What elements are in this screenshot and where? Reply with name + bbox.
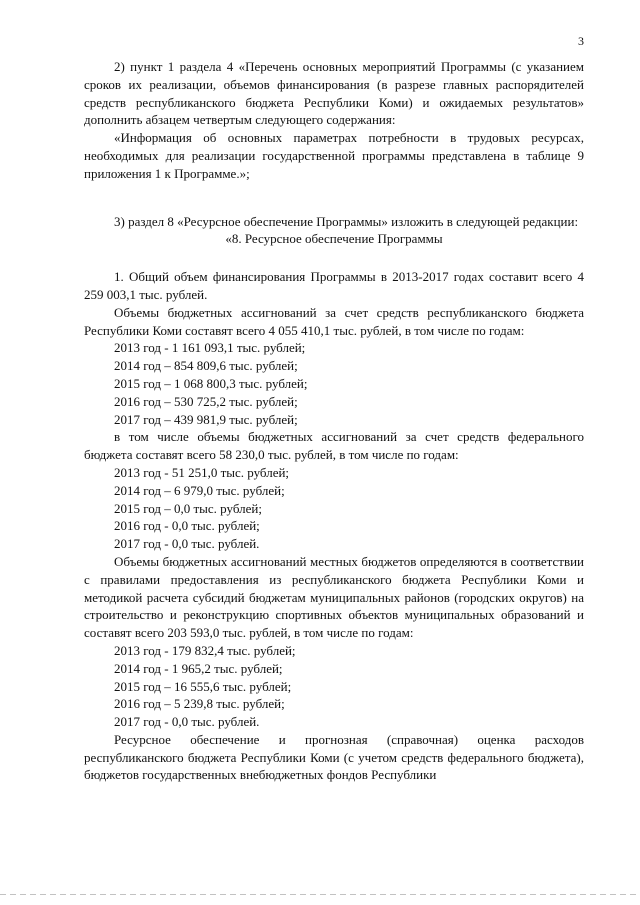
republic-budget-years bbox=[84, 339, 584, 428]
list-item: 2013 год - 179 832,4 тыс. рублей; bbox=[114, 642, 296, 658]
item-2-paragraph: 2) пункт 1 раздела 4 «Перечень основных мероприятий Программы (с указанием сроков их реализации, объемов финансирования (в разрезе главных распорядителей средств республиканского бюджета Республики Коми) и ожидаемых результатов» дополнить абзацем четвертым следующего содержания: bbox=[84, 59, 584, 128]
local-budget-years bbox=[84, 642, 584, 731]
list-item: 2017 год - 0,0 тыс. рублей. bbox=[114, 714, 260, 730]
list-item: 2014 год – 854 809,6 тыс. рублей; bbox=[114, 358, 298, 374]
list-item: 2016 год – 530 725,2 тыс. рублей; bbox=[114, 393, 298, 409]
federal-budget-years bbox=[84, 464, 584, 553]
section-heading: «8. Ресурсное обеспечение Программы bbox=[225, 231, 443, 247]
federal-budget-paragraph: в том числе объемы бюджетных ассигнований за счет средств федерального бюджета составят всего 58 230,0 тыс. рублей, в том числе по годам: bbox=[84, 429, 584, 463]
local-budget-paragraph: Объемы бюджетных ассигнований местных бюджетов определяются в соответствии с правилами предоставления из республиканского бюджета Республики Коми и методикой расчета субсидий бюджетам муниципальных районов (городских округов) на строительство и реконструкцию спортивных объектов муниципальных образований и составят всего 203 593,0 тыс. рублей, в том числе по годам: bbox=[84, 553, 584, 641]
list-item: 2017 год – 439 981,9 тыс. рублей; bbox=[114, 411, 298, 427]
total-financing-paragraph: 1. Общий объем финансирования Программы в 2013-2017 годах составит всего 4 259 003,1 тыс. рублей. bbox=[84, 269, 584, 302]
list-item: 2017 год - 0,0 тыс. рублей. bbox=[114, 536, 260, 552]
list-item: 2013 год - 51 251,0 тыс. рублей; bbox=[114, 464, 290, 480]
list-item: 2015 год – 0,0 тыс. рублей; bbox=[114, 500, 262, 516]
republic-budget-paragraph: Объемы бюджетных ассигнований за счет средств республиканского бюджета Республики Коми составят всего 4 055 410,1 тыс. рублей, в том числе по годам: bbox=[84, 304, 584, 338]
list-item: 2013 год - 1 161 093,1 тыс. рублей; bbox=[114, 340, 306, 356]
page-number: 3 bbox=[578, 34, 584, 48]
list-item: 2015 год – 1 068 800,3 тыс. рублей; bbox=[114, 375, 308, 391]
scan-edge-divider bbox=[0, 894, 640, 895]
list-item: 2015 год – 16 555,6 тыс. рублей; bbox=[114, 678, 292, 694]
item-3-paragraph: 3) раздел 8 «Ресурсное обеспечение Программы» изложить в следующей редакции: bbox=[114, 213, 579, 229]
item-2-quote: «Информация об основных параметрах потребности в трудовых ресурсах, необходимых для реализации государственной программы представлена в таблице 9 приложения 1 к Программе.»; bbox=[84, 130, 584, 181]
list-item: 2014 год – 6 979,0 тыс. рублей; bbox=[114, 482, 285, 498]
list-item: 2016 год - 0,0 тыс. рублей; bbox=[114, 518, 260, 534]
list-item: 2014 год - 1 965,2 тыс. рублей; bbox=[114, 660, 283, 676]
resource-estimate-paragraph: Ресурсное обеспечение и прогнозная (справочная) оценка расходов республиканского бюджета Республики Коми (с учетом средств федерального бюджета), бюджетов государственных внебюджетных фондов Республики bbox=[84, 731, 584, 783]
list-item: 2016 год – 5 239,8 тыс. рублей; bbox=[114, 696, 285, 712]
document-body bbox=[84, 58, 584, 784]
